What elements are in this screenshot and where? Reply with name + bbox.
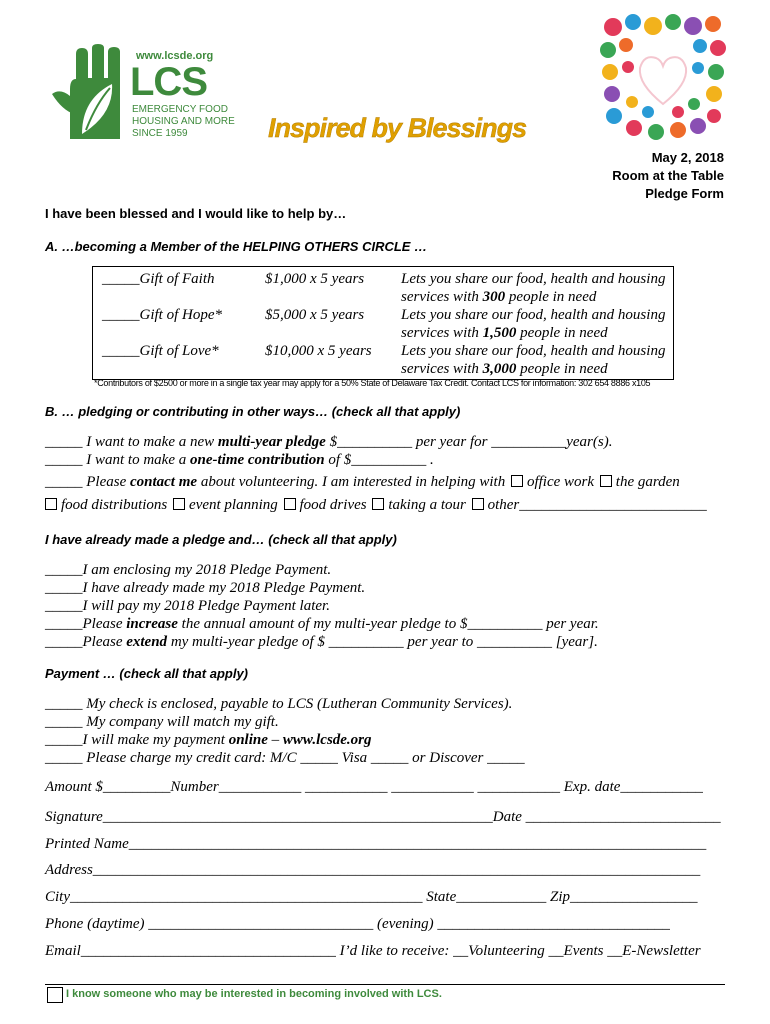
- gift-desc: services with 1,500 people in need: [401, 325, 608, 341]
- section-a-heading: A. …becoming a Member of the HELPING OTHERS CIRCLE …: [45, 239, 428, 254]
- tax-credit-footnote: *Contributors of $2500 or more in a single tax year may apply for a 50% State of Delaware Tax Credit. Contact LCS for information: 302 654 8886 x105: [94, 378, 651, 388]
- gift-amount: $5,000 x 5 years: [265, 307, 365, 323]
- other-checkbox[interactable]: [472, 498, 484, 510]
- multi-year-pledge-line[interactable]: _____ I want to make a new multi-year pledge $__________ per year for __________year(s).: [45, 434, 613, 450]
- referral-text: I know someone who may be interested in becoming involved with LCS.: [66, 988, 442, 1000]
- gift-desc: Lets you share our food, health and housing: [401, 271, 666, 287]
- pledge-enclosing-line[interactable]: _____I am enclosing my 2018 Pledge Payment.: [45, 562, 332, 578]
- event-planning-checkbox[interactable]: [173, 498, 185, 510]
- pledge-already-made-line[interactable]: _____I have already made my 2018 Pledge Payment.: [45, 580, 366, 596]
- pledge-increase-line[interactable]: _____Please increase the annual amount of my multi-year pledge to $__________ per year.: [45, 616, 599, 632]
- gift-desc: services with 300 people in need: [401, 289, 597, 305]
- food-distributions-checkbox[interactable]: [45, 498, 57, 510]
- section-c-heading: I have already made a pledge and… (check all that apply): [45, 532, 397, 547]
- signature-field[interactable]: Signature____________________________________________________Date __________________________: [45, 809, 721, 825]
- gift-amount: $10,000 x 5 years: [265, 343, 372, 359]
- form-name: Pledge Form: [645, 186, 724, 201]
- payment-heading: Payment … (check all that apply): [45, 666, 249, 681]
- logo-line2: HOUSING AND MORE: [132, 116, 235, 127]
- gift-desc: Lets you share our food, health and housing: [401, 343, 666, 359]
- logo-line3: SINCE 1959: [132, 128, 188, 139]
- intro-text: I have been blessed and I would like to help by…: [45, 206, 347, 221]
- printed-name-field[interactable]: Printed Name_____________________________________________________________________________: [45, 836, 707, 852]
- logo-brand: LCS: [130, 60, 207, 104]
- pledge-extend-line[interactable]: _____Please extend my multi-year pledge of $ __________ per year to __________ [year].: [45, 634, 598, 650]
- section-b-heading: B. … pledging or contributing in other ways… (check all that apply): [45, 404, 461, 419]
- gift-label[interactable]: _____Gift of Hope*: [102, 307, 222, 323]
- company-match-line[interactable]: _____ My company will match my gift.: [45, 714, 279, 730]
- logo-url: www.lcsde.org: [136, 50, 214, 62]
- hands-heart-icon: [598, 12, 728, 142]
- volunteer-options-line: food distributions event planning food drives taking a tour other_________________________: [45, 497, 707, 514]
- hand-leaf-icon: [52, 44, 132, 144]
- hands-heart-artwork: [598, 12, 728, 142]
- event-date: May 2, 2018: [651, 150, 724, 165]
- footer-divider: [45, 984, 725, 985]
- garden-checkbox[interactable]: [600, 475, 612, 487]
- one-time-contribution-line[interactable]: _____ I want to make a one-time contribution of $__________ .: [45, 452, 434, 468]
- office-work-checkbox[interactable]: [511, 475, 523, 487]
- credit-card-line[interactable]: _____ Please charge my credit card: M/C _____ Visa _____ or Discover _____: [45, 750, 525, 766]
- logo-line1: EMERGENCY FOOD: [132, 104, 228, 115]
- gift-label[interactable]: _____Gift of Faith: [102, 271, 215, 287]
- pledge-pay-later-line[interactable]: _____I will pay my 2018 Pledge Payment later.: [45, 598, 330, 614]
- pay-online-line[interactable]: _____I will make my payment online – www.lcsde.org: [45, 732, 372, 748]
- gift-desc: services with 3,000 people in need: [401, 361, 608, 377]
- gift-label[interactable]: _____Gift of Love*: [102, 343, 219, 359]
- city-state-zip-field[interactable]: City_______________________________________________ State____________ Zip_________________: [45, 889, 698, 905]
- email-field[interactable]: Email__________________________________ I’d like to receive: __Volunteering __Events __E-Newsletter: [45, 943, 701, 959]
- check-enclosed-line[interactable]: _____ My check is enclosed, payable to LCS (Lutheran Community Services).: [45, 696, 513, 712]
- taking-tour-checkbox[interactable]: [372, 498, 384, 510]
- lcs-logo: [52, 44, 252, 154]
- phone-field[interactable]: Phone (daytime) ______________________________ (evening) _______________________________: [45, 916, 670, 932]
- gift-desc: Lets you share our food, health and housing: [401, 307, 666, 323]
- amount-field[interactable]: Amount $_________Number___________ ___________ ___________ ___________ Exp. date___________: [45, 779, 703, 795]
- event-name: Room at the Table: [612, 168, 724, 183]
- volunteer-line[interactable]: _____ Please contact me about volunteering. I am interested in helping with office work the garden: [45, 474, 680, 490]
- address-field[interactable]: Address_________________________________________________________________________________: [45, 862, 701, 878]
- page-title: Inspired by Blessings: [268, 113, 527, 143]
- gift-amount: $1,000 x 5 years: [265, 271, 365, 287]
- food-drives-checkbox[interactable]: [284, 498, 296, 510]
- referral-checkbox[interactable]: [47, 987, 63, 1003]
